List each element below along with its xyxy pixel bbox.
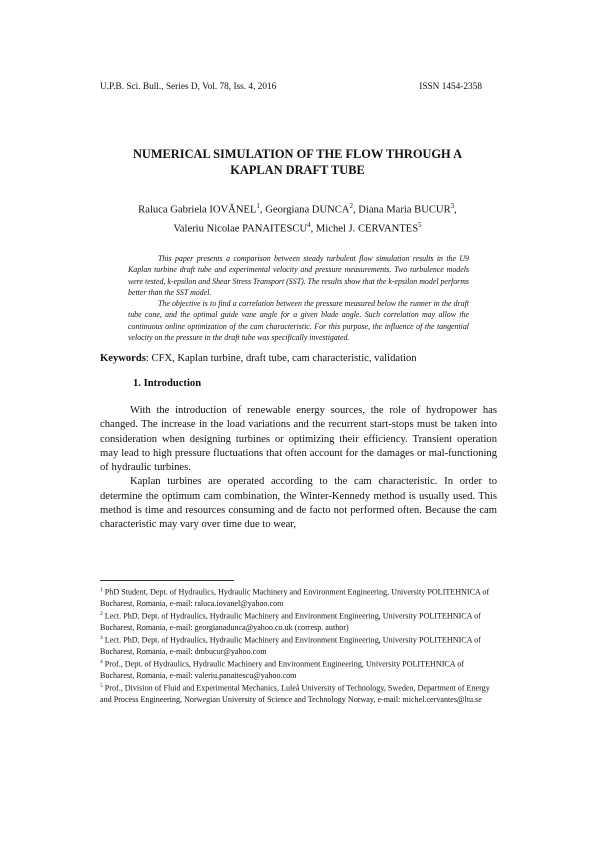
title-line-2: KAPLAN DRAFT TUBE <box>230 163 365 177</box>
keywords-label: Keywords <box>100 353 146 364</box>
author-list <box>90 199 505 236</box>
author-separator: , <box>454 204 457 216</box>
keywords <box>100 353 490 364</box>
running-head <box>100 82 482 92</box>
author-name: Valeriu Nicolae PANAITESCU <box>173 223 308 235</box>
abstract <box>128 253 469 343</box>
abstract-paragraph-1: This paper presents a comparison between steady turbulent flow simulation results in the U9 Kaplan turbine draft tube and experimental velocity and pressure measurements. Two turbulence models were tested, k-epsilon and Shear Stress Transport (SST). The results show that the k-epsilon model performs better than the SST model. <box>128 254 469 297</box>
author-name: Raluca Gabriela IOVĂNEL <box>138 204 257 216</box>
footnote-4 <box>100 657 497 681</box>
author-separator: , <box>259 204 266 216</box>
author-affiliation-mark: 3 <box>450 202 455 210</box>
footnotes <box>100 585 497 705</box>
paper-title <box>90 146 505 178</box>
footnote-text: Prof., Division of Fluid and Experimental Mechanics, Luleå University of Technology, Sweden, Department of Energy and Process Engineering, Norwegian University of Science and Technology Norway, e-mail: michel.cervantes@ltu.se <box>100 684 490 705</box>
footnote-2 <box>100 609 497 633</box>
footnote-text: Lect. PhD, Dept. of Hydraulics, Hydraulic Machinery and Environment Engineering, University POLITEHNICA of Bucharest, Romania, e-mail: georgianadunca@yahoo.co.uk (corresp. author) <box>100 611 481 632</box>
journal-citation: U.P.B. Sci. Bull., Series D, Vol. 78, Iss. 4, 2016 <box>100 82 277 92</box>
author-name: Michel J. CERVANTES <box>315 223 419 235</box>
footnote-text: Prof., Dept. of Hydraulics, Hydraulic Machinery and Environment Engineering, University POLITEHNICA of Bucharest, Romania, e-mail: valeriu.panaitescu@yahoo.com <box>100 659 464 681</box>
title-line-1: NUMERICAL SIMULATION OF THE FLOW THROUGH A <box>132 147 463 161</box>
footnote-divider <box>100 580 234 581</box>
author-name: Georgiana DUNCA <box>265 204 350 216</box>
footnote-mark: 3 <box>100 635 103 642</box>
footnote-text: PhD Student, Dept. of Hydraulics, Hydraulic Machinery and Environment Engineering, University POLITEHNICA of Bucharest, Romania, e-mail: raluca.iovanel@yahoo.com <box>100 587 490 608</box>
author-affiliation-mark: 5 <box>418 220 422 229</box>
body-paragraph-2: Kaplan turbines are operated according to the cam characteristic. In order to determine the optimum cam combination, the Winter-Kennedy method is usually used. This method is time and resources consuming and de facto not performed often. Because the cam characteristic may vary over time due to wear, <box>100 476 497 531</box>
footnote-mark: 1 <box>100 587 103 593</box>
keywords-text: : CFX, Kaplan turbine, draft tube, cam characteristic, validation <box>145 353 417 364</box>
footnote-mark: 5 <box>100 683 103 690</box>
issn: ISSN 1454-2358 <box>419 82 482 92</box>
author-separator: , <box>352 204 359 216</box>
author-separator: , <box>310 223 316 235</box>
author-affiliation-mark: 4 <box>307 220 311 229</box>
footnote-5 <box>100 681 497 705</box>
footnote-3 <box>100 633 497 657</box>
body-text <box>100 404 497 533</box>
footnote-mark: 2 <box>100 611 103 618</box>
author-affiliation-mark: 2 <box>349 202 353 210</box>
footnote-text: Lect. PhD, Dept. of Hydraulics, Hydraulic Machinery and Environment Engineering, University POLITEHNICA of Bucharest, Romania, e-mail: dmbucur@yahoo.com <box>100 635 481 657</box>
author-line-1 <box>90 199 505 218</box>
author-affiliation-mark: 1 <box>256 202 260 210</box>
body-paragraph-1: With the introduction of renewable energy sources, the role of hydropower has changed. The increase in the load variations and the recurrent start-stops must be taken into consideration when designing turbines or optimizing their efficiency. Transient operation may lead to high pressure fluctuations that often account for the damages or mal-functioning of hydraulic turbines. <box>100 405 497 474</box>
section-heading: 1. Introduction <box>133 378 202 389</box>
abstract-paragraph-2: The objective is to find a correlation between the pressure measured below the runner in the draft tube cone, and the optimal guide vane angle for a given blade angle. Such correlation may allow the continuous online optimization of the cam characteristic. For this purpose, the influence of the tangential velocity on the pressure in the draft tube was specifically investigated. <box>128 299 469 343</box>
author-name: Diana Maria BUCUR <box>358 204 451 216</box>
author-line-2 <box>90 218 505 237</box>
footnote-mark: 4 <box>100 659 103 666</box>
footnote-1 <box>100 585 497 609</box>
